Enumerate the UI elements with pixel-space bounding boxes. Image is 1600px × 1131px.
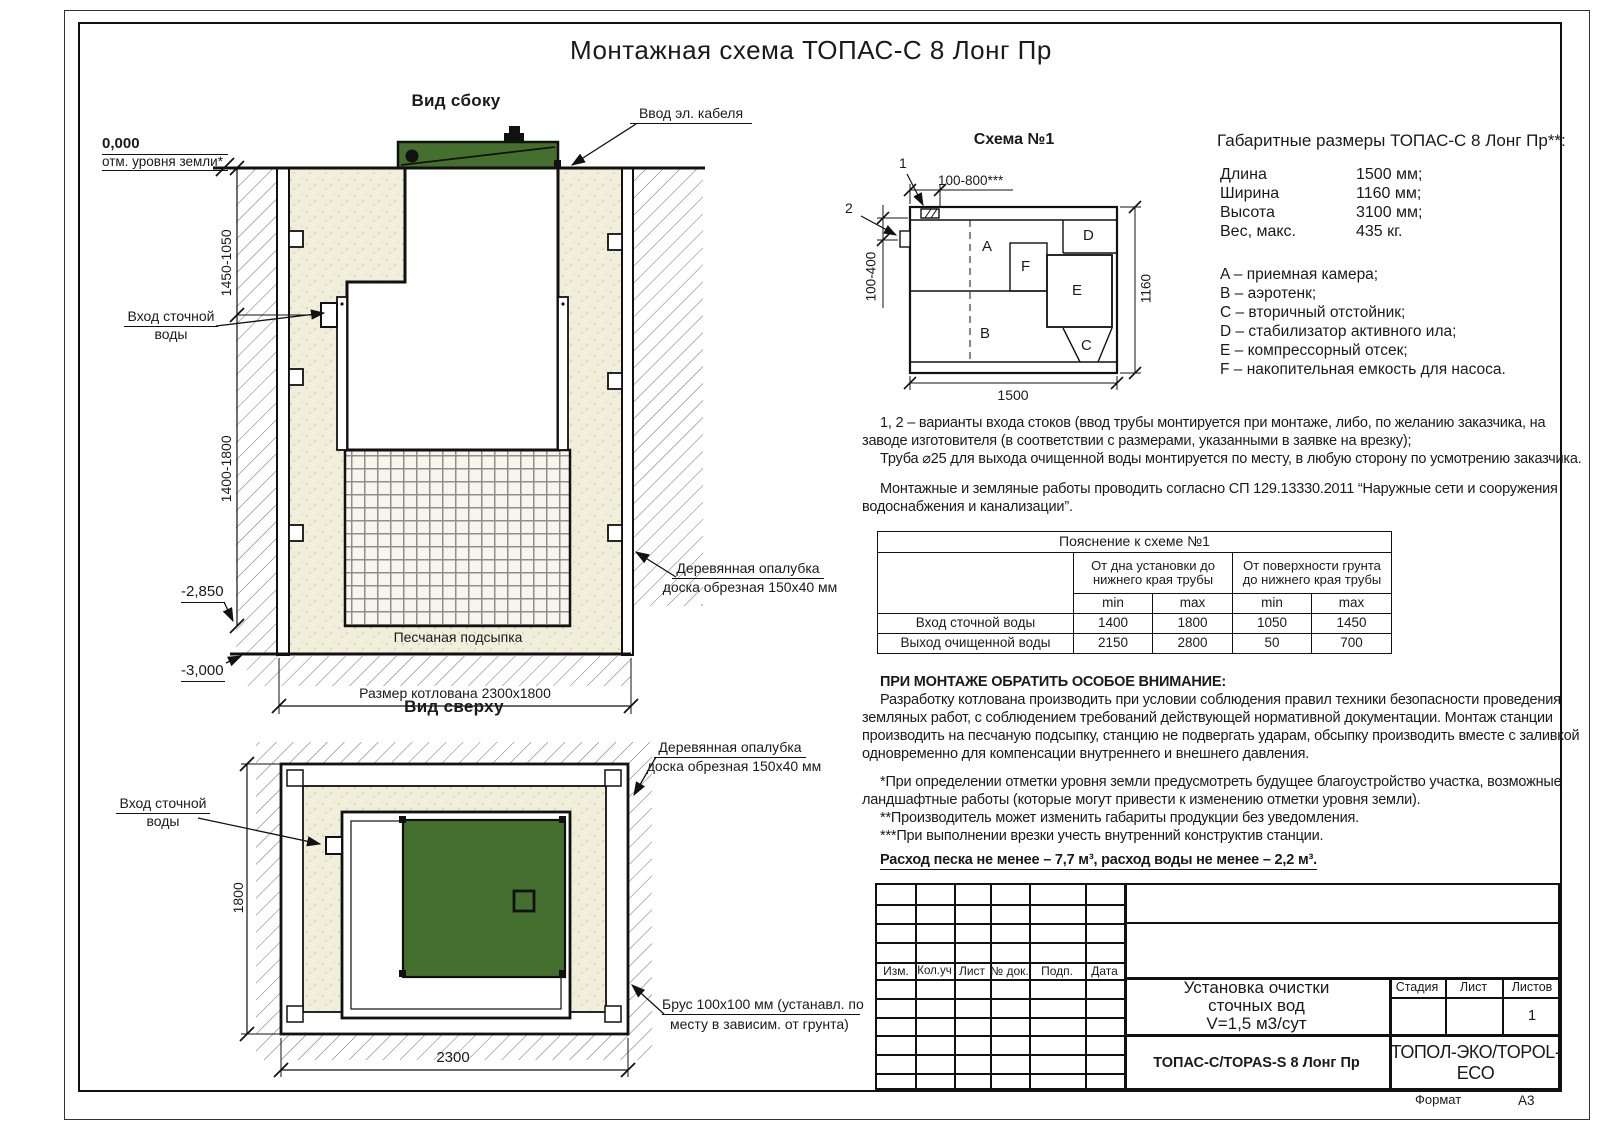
tb-sheet-header: Лист [1459,980,1488,994]
dim-depth-lower: 1400-1800 [218,435,235,503]
tb-col-ndok: № док. [990,963,1029,978]
consumption-note: Расход песка не менее – 7,7 м³, расход воды не менее – 2,2 м³. [880,852,1317,870]
explanation-table [877,531,1392,654]
sand-bedding-label: Песчаная подсыпка [393,629,523,645]
note-line: Труба ⌀25 для выхода очищенной воды монтируется по месту, в любую сторону по усмотрению заказчика. [880,451,1582,467]
spec-label: Длина [1220,166,1267,183]
beam-label-line1: Брус 100х100 мм (устанавл. по [662,997,860,1015]
bedding-grid-block [345,450,570,626]
tb-col-list: Лист [958,963,986,978]
formwork-right [622,168,633,655]
table-group1-line1: От дна установки до [1091,557,1215,573]
spec-value: 1160 мм; [1356,185,1422,202]
inlet-label-top-line1: Вход сточной [116,796,210,814]
footnote-line: ***При выполнении врезки учесть внутренний конструктив станции. [880,828,1324,844]
specs-title: Габаритные размеры ТОПАС-С 8 Лонг Пр**: [1217,131,1566,150]
tb-product: ТОПАС-С/TOPAS-S 8 Лонг Пр [1153,1055,1360,1071]
inlet-label-top-line2: воды [146,813,180,829]
zone-label-f: F [1021,258,1031,275]
elevation-minus3000: -3,000 [181,663,225,682]
zone-label-a: A [982,238,993,255]
table-min-header: min [1233,594,1312,614]
footnote-line: ландшафтные работы (которые могут привести к изменению отметки уровня земли). [862,792,1421,808]
side-view-title: Вид сбоку [411,91,501,110]
formwork-label-top-line1: Деревянная опалубка [654,740,806,758]
table-group2-line1: От поверхности грунта [1243,557,1381,573]
cable-entry-label: Ввод эл. кабеля [630,106,752,124]
table-cell: 50 [1233,634,1312,654]
earth-hatch-bottom [247,656,631,686]
dim-1800: 1800 [230,882,247,914]
legend-item: C – вторичный отстойник; [1220,304,1406,321]
schema-marker-1: 1 [899,155,907,171]
table-group2-header [1233,553,1392,594]
schema-title: Схема №1 [973,131,1055,148]
table-group2-line2: до нижнего края трубы [1242,572,1382,587]
tb-doc-name [1124,977,1389,1034]
zone-label-b: B [980,325,991,342]
inlet-pipe-stub-top [326,837,342,854]
note-line: 1, 2 – варианты входа стоков (ввод трубы монтируется при монтаже, либо, по желанию заказчика, на [880,415,1546,431]
elevation-zero: 0,000 [102,136,228,155]
table-group1-header [1074,553,1233,594]
tb-sheets-header: Листов [1511,980,1553,994]
elevation-minus2850: -2,850 [181,584,225,603]
tb-doc-line3: V=1,5 м3/сут [1206,1013,1307,1033]
table-max-header: max [1153,594,1233,614]
table-cell: 700 [1312,634,1392,654]
note-line: водоснабжения и канализации”. [862,499,1073,515]
tb-col-izm: Изм. [883,963,909,978]
tb-sheets-value: 1 [1527,1007,1537,1024]
legend-item: B – аэротенк; [1220,285,1317,302]
formwork-label-line1: Деревянная опалубка [672,561,824,579]
title-block [875,883,1560,1090]
elevation-zero-note: отм. уровня земли* [102,154,228,171]
footnote-line: *При определении отметки уровня земли предусмотреть будущее благоустройство участка, возможные [880,774,1562,790]
legend-item: E – компрессорный отсек; [1220,342,1408,359]
table-row-label: Выход очищенной воды [878,634,1074,654]
lid-vent [504,133,524,142]
format-label: Формат [1415,1092,1462,1107]
table-corner-cell [878,553,1074,614]
table-cell: 1050 [1233,614,1312,634]
schema-dim-right: 1160 [1138,274,1154,304]
schema-drawing [861,174,1141,390]
top-view-title: Вид сверху [404,697,504,716]
legend-item: A – приемная камера; [1220,266,1379,283]
dim-2300: 2300 [436,1049,470,1066]
station-side-plank-right [558,297,568,450]
top-view-drawing [198,742,664,1077]
tb-company: ТОПОЛ-ЭКО/TOPOL-ECO [1390,1042,1561,1083]
inlet-variant-2-marker [900,231,910,247]
table-cell: 1450 [1312,614,1392,634]
station-lid-top [403,820,565,977]
spec-value: 1500 мм; [1356,166,1423,183]
formwork-label-line2: доска обрезная 150х40 мм [662,579,838,595]
tb-col-data: Дата [1091,963,1118,978]
attention-line: производить на песчаную подсыпку, станцию не подвергать ударам, обсыпку производить вместе с заливкой [862,728,1580,744]
attention-line: Разработку котлована производить при условии соблюдения правил техники безопасности проведения [880,692,1561,708]
table-row-label: Вход сточной воды [878,614,1074,634]
note-line: Монтажные и земляные работы проводить согласно СП 129.13330.2011 “Наружные сети и сооружения [880,481,1558,497]
tb-doc-line1: Установка очистки [1183,977,1330,997]
tb-col-podp: Подп. [1041,963,1073,978]
inlet-pipe-stub [321,303,337,327]
station-lid [398,142,558,168]
earth-hatch-right [630,169,703,606]
schema-dim-left: 100-400 [863,251,879,302]
note-line: заводе изготовителя (в соответствии с размерами, указанными в заявке на врезку); [862,433,1412,449]
manhole-top [514,891,534,911]
formwork-left [277,168,289,655]
station-side-plank-left [337,297,347,450]
table-row [878,634,1392,654]
table-cell: 2150 [1074,634,1153,654]
side-view-drawing [213,124,705,714]
beam-label-line2: месту в зависим. от грунта) [670,1016,849,1032]
attention-line: одновременно для компенсации внутреннего и внешнего давления. [862,746,1310,762]
tb-col-koluch: Кол.уч [917,964,952,977]
spec-label: Вес, макс. [1220,223,1296,240]
table-cell: 1800 [1153,614,1233,634]
table-row [878,614,1392,634]
formwork-label-top-line2: доска обрезная 150х40 мм [646,758,822,774]
attention-title: ПРИ МОНТАЖЕ ОБРАТИТЬ ОСОБОЕ ВНИМАНИЕ: [880,674,1227,690]
table-cell: 1400 [1074,614,1153,634]
spec-value: 3100 мм; [1356,204,1423,221]
table-title: Пояснение к схеме №1 [878,532,1392,553]
page-title: Монтажная схема ТОПАС-С 8 Лонг Пр [570,35,1052,65]
table-cell: 2800 [1153,634,1233,654]
attention-line: земляных работ, с соблюдением требований действующей нормативной документации. Монтаж станции [862,710,1553,726]
pit-size-label: Размер котлована 2300х1800 [359,685,551,701]
format-value: А3 [1518,1093,1535,1108]
legend-item: D – стабилизатор активного ила; [1220,323,1457,340]
tb-stage-header: Стадия [1395,980,1439,994]
table-max-header: max [1312,594,1392,614]
spec-label: Высота [1220,204,1275,221]
spec-value: 435 кг. [1356,223,1403,240]
zone-label-d: D [1083,227,1094,244]
footnote-line: **Производитель может изменить габариты продукции без уведомления. [880,810,1359,826]
table-min-header: min [1074,594,1153,614]
tb-doc-line2: сточных вод [1208,995,1305,1015]
inlet-label-line2: воды [154,326,188,342]
inlet-label-line1: Вход сточной [124,309,218,327]
zone-label-e: E [1072,282,1083,299]
schema-dim-top: 100-800*** [938,173,1004,188]
dim-depth-upper: 1450-1050 [218,229,235,297]
table-group1-line2: нижнего края трубы [1092,572,1214,587]
schema-marker-2: 2 [845,200,853,216]
spec-label: Ширина [1220,185,1280,202]
schema-dim-bottom: 1500 [997,387,1029,403]
legend-item: F – накопительная емкость для насоса. [1220,361,1506,378]
zone-label-c: C [1081,337,1092,354]
